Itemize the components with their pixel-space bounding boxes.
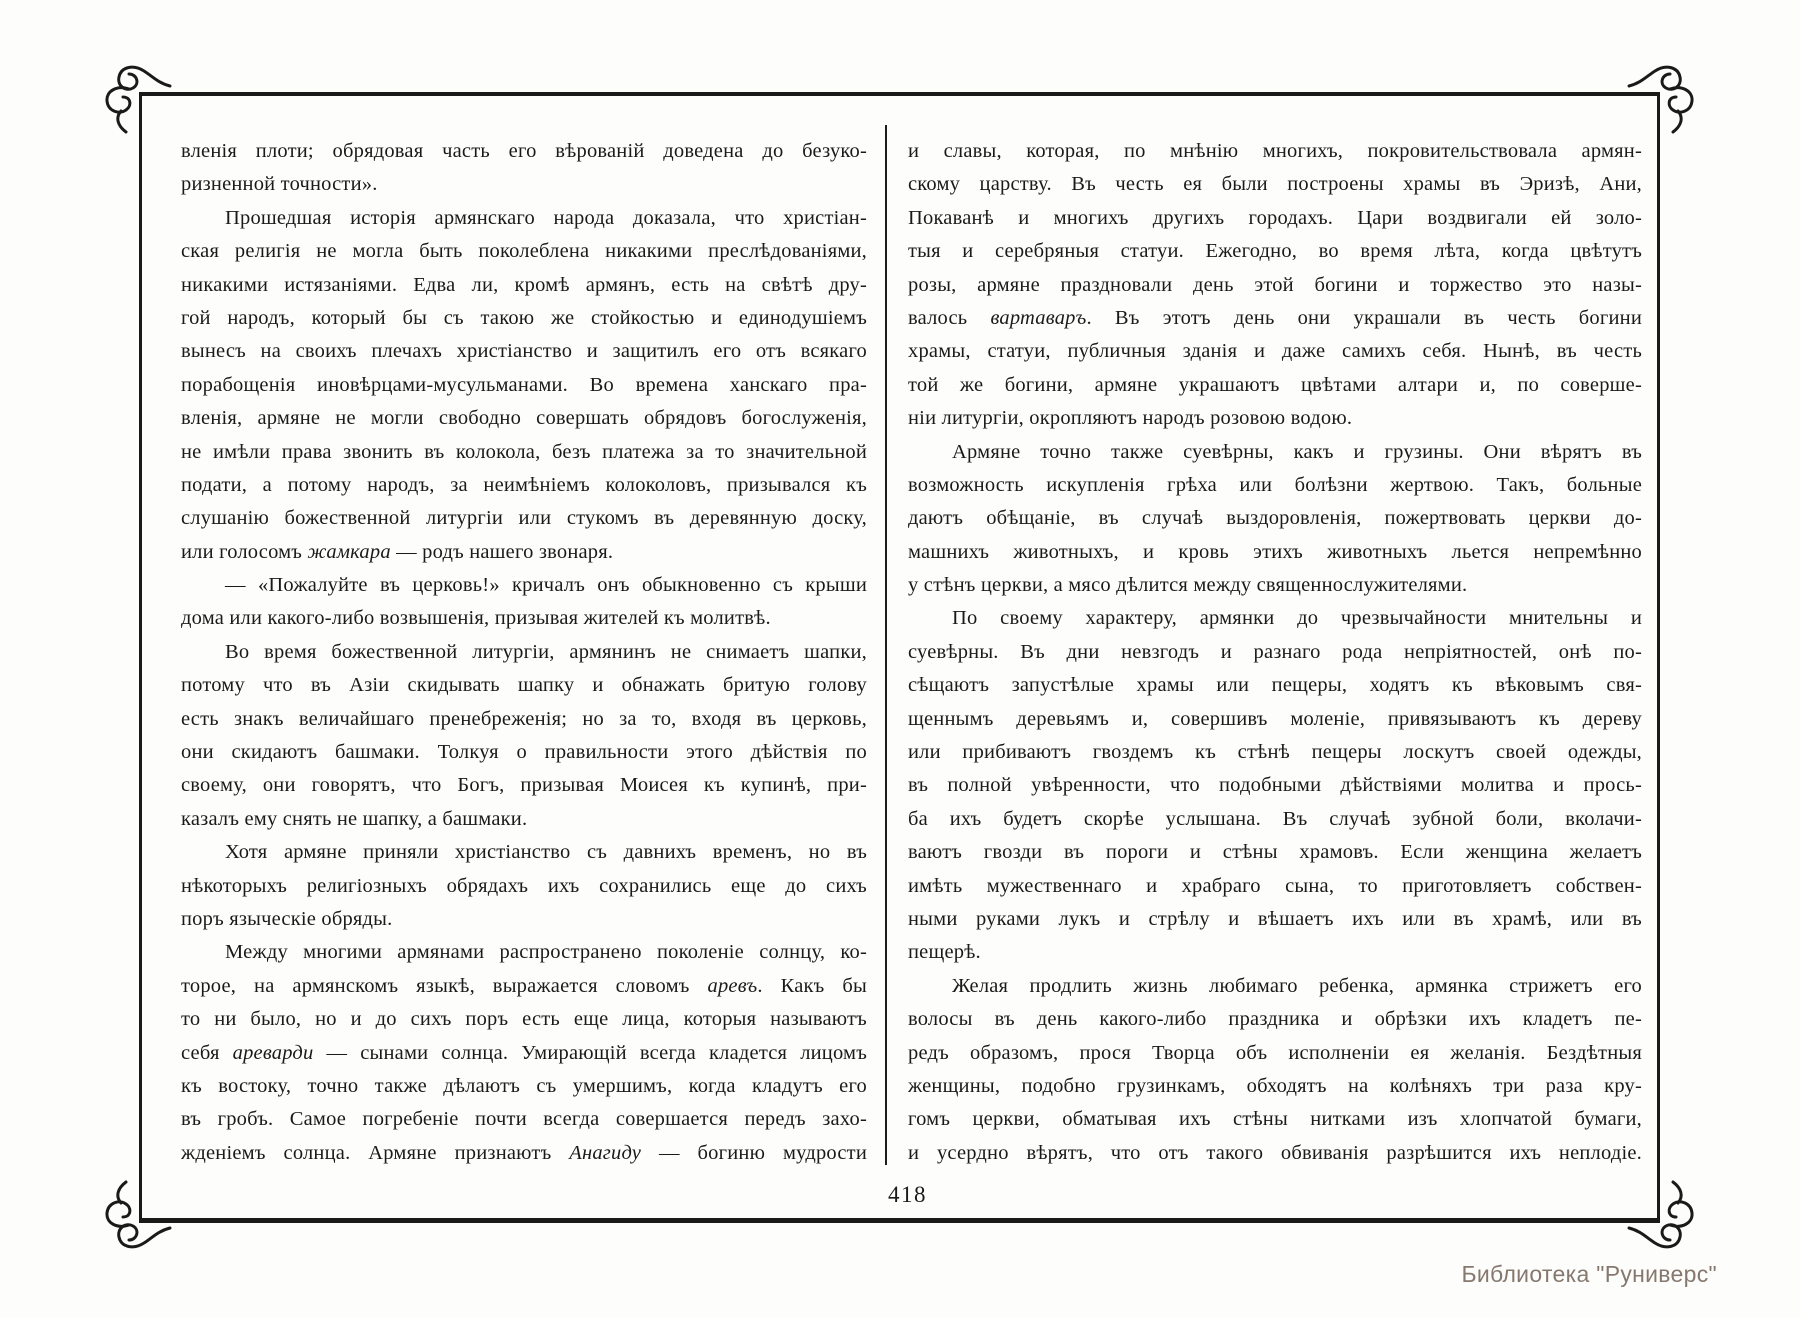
text-line: Между многими армянами распространено поколеніе солнцу, ко- (225, 941, 867, 964)
text-line: своему, они говорятъ, что Богъ, призывая Моисея къ купинѣ, при- (181, 774, 867, 797)
text-line: возможность искупленія грѣха или болѣзни жертвою. Такъ, больные (908, 473, 1642, 496)
text-line: въ гробъ. Самое погребеніе почти всегда совершается передъ захо- (181, 1108, 867, 1131)
text-line: ваютъ гвозди въ пороги и стѣны храмовъ. Если женщина желаетъ (908, 841, 1642, 864)
text-line: подати, а потому народъ, за неимѣніемъ колоколовъ, призывался къ (181, 473, 867, 496)
text-line: они скидаютъ башмаки. Толкуя о правильности этого дѣйствія по (181, 741, 867, 764)
text-line: имѣть мужественнаго и храбраго сына, то приготовляетъ собствен- (908, 874, 1642, 897)
text-line: гой народъ, который бы съ такою же стойкостью и единодушіемъ (181, 306, 867, 329)
text-line: и славы, которая, по мнѣнію многихъ, покровительствовала армян- (908, 140, 1642, 162)
text-line: волосы въ день какого-либо праздника и обрѣзки ихъ кладетъ пе- (908, 1008, 1642, 1031)
text-line: ризненной точности». (181, 173, 378, 196)
text-line: ными руками лукъ и стрѣлу и вѣшаетъ ихъ или въ храмѣ, или въ (908, 907, 1642, 930)
text-line: валось вартаваръ. Въ этотъ день они украшали въ честь богини (908, 306, 1642, 329)
text-line: сѣщаютъ запустѣлые храмы или пещеры, ходятъ къ вѣковымъ свя- (908, 674, 1642, 697)
text-line: вынесъ на своихъ плечахъ христіанство и защитилъ его отъ всякаго (181, 340, 867, 363)
text-line: поръ языческіе обряды. (181, 907, 393, 930)
text-line: то ни было, но и до сихъ поръ есть еще лица, которыя называютъ (181, 1008, 867, 1031)
paragraph (181, 135, 867, 202)
text-line: вленія плоти; обрядовая часть его вѣрованій доведена до безуко- (181, 140, 867, 162)
text-line: ба ихъ будетъ скорѣе услышана. Въ случаѣ зубной боли, вколачи- (908, 807, 1642, 830)
library-watermark: Библиотека "Руниверс" (1461, 1261, 1717, 1287)
text-line: Армяне точно также суевѣрны, какъ и грузины. Они вѣрятъ въ (952, 440, 1642, 463)
paragraph (908, 436, 1642, 603)
text-line: Прошедшая исторія армянскаго народа доказала, что христіан- (225, 206, 867, 229)
text-line: пещерѣ. (908, 941, 981, 964)
text-line: ніи литургіи, окропляютъ народъ розовою водою. (908, 407, 1353, 430)
text-line: вленія, армяне не могли свободно совершать обрядовъ богослуженія, (181, 407, 867, 430)
text-line: казалъ ему снять не шапку, а башмаки. (181, 807, 528, 830)
text-line: жденіемъ солнца. Армяне признаютъ Анагиду — богиню мудрости (181, 1141, 867, 1164)
text-line: и усердно вѣрятъ, что отъ такого обвиванія разрѣшится ихъ неплодіе. (908, 1141, 1642, 1164)
text-line: тыя и серебряныя статуи. Ежегодно, во время лѣта, когда цвѣтутъ (908, 240, 1642, 263)
text-line: себя ареварди — сынами солнца. Умирающій всегда кладется лицомъ (181, 1041, 867, 1064)
text-line: Во время божественной литургіи, армянинъ не снимаетъ шапки, (225, 640, 867, 663)
text-line: дома или какого-либо возвышенія, призывая жителей къ молитвѣ. (181, 607, 771, 630)
text-line: не имѣли права звонить въ колокола, безъ платежа за то значительной (181, 440, 867, 463)
text-line: порабощенія иновѣрцами-мусульманами. Во времена ханскаго пра- (181, 373, 867, 396)
text-line: въ полной увѣренности, что подобными дѣйствіями молитва и прось- (908, 774, 1642, 797)
text-line: Покаванѣ и многихъ другихъ городахъ. Цари воздвигали ей золо- (908, 206, 1642, 229)
paragraph (181, 636, 867, 836)
text-line: есть знакъ величайшаго пренебреженія; но за то, входя въ церковь, (181, 707, 867, 730)
page-number: 418 (888, 1182, 927, 1207)
text-line: щеннымъ деревьямъ и, совершивъ моленіе, привязываютъ къ дереву (908, 707, 1642, 730)
text-line: — «Пожалуйте въ церковь!» кричалъ онъ обыкновенно съ крыши (225, 574, 867, 597)
text-line: нѣкоторыхъ религіозныхъ обрядахъ ихъ сохранились еще до сихъ (181, 874, 867, 897)
paragraph (181, 569, 867, 636)
corner-flourish-icon (1617, 52, 1701, 136)
text-line: или прибиваютъ гвоздемъ къ стѣнѣ пещеры лоскутъ своей одежды, (908, 741, 1642, 764)
paragraph (181, 202, 867, 569)
text-line: храмы, статуи, публичныя зданія и даже самихъ себя. Нынѣ, въ честь (908, 340, 1642, 363)
corner-flourish-icon (98, 52, 182, 136)
paragraph (181, 936, 867, 1170)
paragraph (908, 135, 1642, 436)
text-line: Желая продлить жизнь любимаго ребенка, армянка стрижетъ его (952, 974, 1642, 997)
text-line: скому царству. Въ честь ея были построены храмы въ Эризѣ, Ани, (908, 173, 1642, 196)
text-line: у стѣнъ церкви, а мясо дѣлится между священнослужителями. (908, 574, 1468, 597)
text-line: къ востоку, точно также дѣлаютъ съ умершимъ, когда кладутъ его (181, 1074, 867, 1097)
column-divider-rule (885, 125, 887, 1165)
text-line: редъ образомъ, прося Творца объ исполненіи ея желанія. Бездѣтныя (908, 1041, 1642, 1064)
text-line: гомъ церкви, обматывая ихъ стѣны нитками изъ хлопчатой бумаги, (908, 1108, 1642, 1131)
text-line: По своему характеру, армянки до чрезвычайности мнительны и (952, 607, 1642, 630)
text-line: потому что въ Азіи скидывать шапку и обнажать бритую голову (181, 674, 867, 697)
text-line: никакими истязаніями. Едва ли, кромѣ армянъ, есть на свѣтѣ дру- (181, 273, 867, 296)
paragraph (181, 836, 867, 936)
text-line: торое, на армянскомъ языкѣ, выражается словомъ аревъ. Какъ бы (181, 974, 867, 997)
left-text-column (181, 135, 867, 1170)
text-line: суевѣрны. Въ дни невзгодъ и разнаго рода непріятностей, онѣ по- (908, 640, 1642, 663)
paragraph (908, 970, 1642, 1170)
text-line: той же богини, армяне украшаютъ цвѣтами алтари и, по соверше- (908, 373, 1642, 396)
text-line: слушанію божественной литургіи или стукомъ въ деревянную доску, (181, 507, 867, 530)
text-line: Хотя армяне приняли христіанство съ давнихъ временъ, но въ (225, 841, 867, 864)
text-line: розы, армяне праздновали день этой богини и торжество это назы- (908, 273, 1642, 296)
paragraph (908, 602, 1642, 969)
text-line: машнихъ животныхъ, и кровь этихъ животныхъ льется непремѣнно (908, 540, 1642, 563)
text-line: ская религія не могла быть поколеблена никакими преслѣдованіями, (181, 240, 867, 263)
text-line: женщины, подобно грузинкамъ, обходятъ на колѣняхъ три раза кру- (908, 1074, 1642, 1097)
text-line: даютъ обѣщаніе, въ случаѣ выздоровленія, пожертвовать церкви до- (908, 507, 1642, 530)
text-line: или голосомъ жамкара — родъ нашего звонаря. (181, 540, 614, 563)
right-text-column (908, 135, 1642, 1170)
